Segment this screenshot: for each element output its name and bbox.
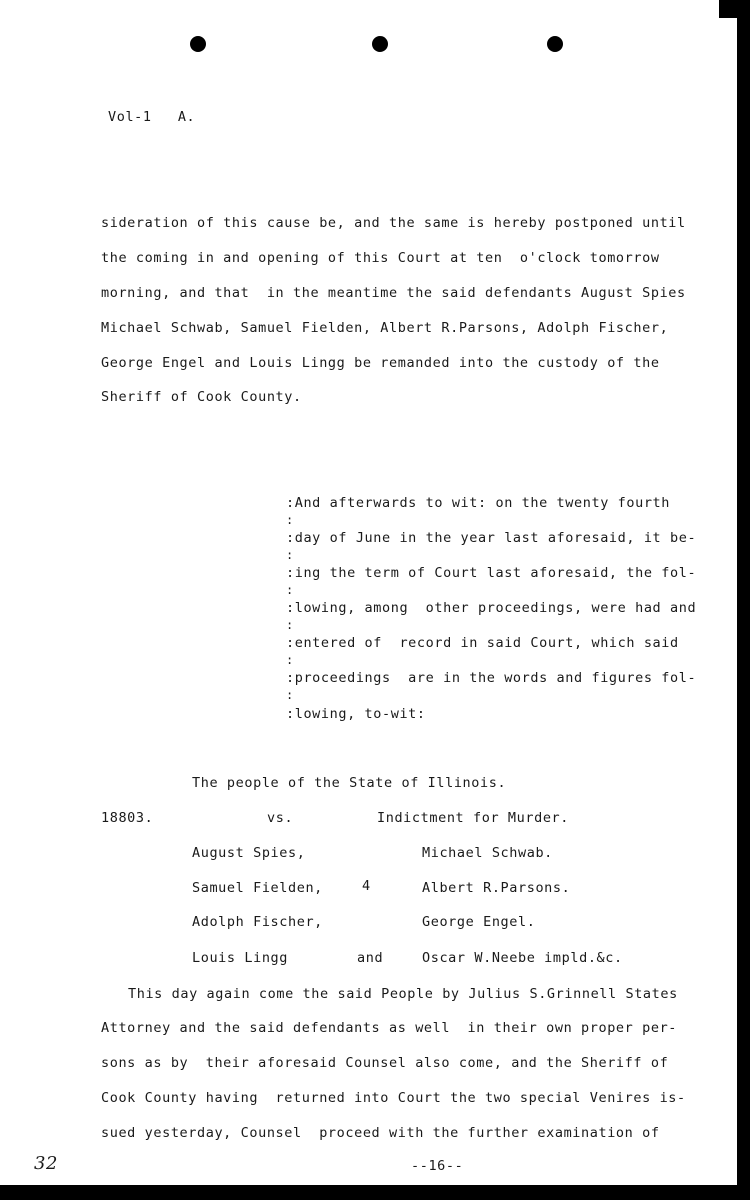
sidenote-line: :lowing, among other proceedings, were had and — [286, 600, 697, 616]
sidenote-line: :entered of record in said Court, which said — [286, 635, 679, 651]
punch-hole-center — [372, 36, 388, 52]
defendant-name: Samuel Fielden, — [192, 880, 323, 896]
colon-mark: : — [286, 583, 294, 597]
sidenote-line: :day of June in the year last aforesaid, it be- — [286, 530, 697, 546]
defendant-name: George Engel. — [422, 914, 536, 930]
case-number: 18803. — [101, 810, 154, 826]
paragraph-line: morning, and that in the meantime the said defendants August Spies — [101, 285, 686, 301]
paragraph-line: sued yesterday, Counsel proceed with the further examination of — [101, 1125, 660, 1141]
punch-hole-right — [547, 36, 563, 52]
colon-mark: : — [286, 548, 294, 562]
defendant-name: Louis Lingg — [192, 950, 289, 966]
paragraph-line: Attorney and the said defendants as well in their own proper per- — [101, 1020, 678, 1036]
defendant-name: Albert R.Parsons. — [422, 880, 571, 896]
sidenote-line: :proceedings are in the words and figures fol- — [286, 670, 697, 686]
page-corner — [719, 0, 737, 18]
margin-mark: 4 — [362, 878, 371, 894]
caption-vs: vs. — [267, 810, 294, 826]
caption-and: and — [357, 950, 384, 966]
paragraph-line: Cook County having returned into Court the two special Venires is- — [101, 1090, 686, 1106]
paragraph-line: sideration of this cause be, and the same is hereby postponed until — [101, 215, 686, 231]
colon-mark: : — [286, 688, 294, 702]
defendant-name: Oscar W.Neebe impld.&c. — [422, 950, 623, 966]
paragraph-line: the coming in and opening of this Court at ten o'clock tomorrow — [101, 250, 660, 266]
caption-people: The people of the State of Illinois. — [192, 775, 507, 791]
paragraph-line: Michael Schwab, Samuel Fielden, Albert R.Parsons, Adolph Fischer, — [101, 320, 669, 336]
sidenote-line: :And afterwards to wit: on the twenty fourth — [286, 495, 671, 511]
paragraph-line: This day again come the said People by Julius S.Grinnell States — [128, 986, 678, 1002]
colon-mark: : — [286, 513, 294, 527]
defendant-name: August Spies, — [192, 845, 306, 861]
punch-hole-left — [190, 36, 206, 52]
handwritten-number: 32 — [34, 1153, 59, 1174]
page-number: --16-- — [411, 1158, 464, 1174]
paragraph-line: sons as by their aforesaid Counsel also come, and the Sheriff of — [101, 1055, 669, 1071]
sidenote-line: :lowing, to-wit: — [286, 706, 426, 722]
defendant-name: Adolph Fischer, — [192, 914, 323, 930]
volume-header: Vol-1 A. — [108, 109, 196, 125]
defendant-name: Michael Schwab. — [422, 845, 553, 861]
paragraph-line: George Engel and Louis Lingg be remanded into the custody of the — [101, 355, 660, 371]
sidenote-line: :ing the term of Court last aforesaid, the fol- — [286, 565, 697, 581]
colon-mark: : — [286, 653, 294, 667]
paragraph-line: Sheriff of Cook County. — [101, 389, 302, 405]
colon-mark: : — [286, 618, 294, 632]
indictment-title: Indictment for Murder. — [377, 810, 570, 826]
